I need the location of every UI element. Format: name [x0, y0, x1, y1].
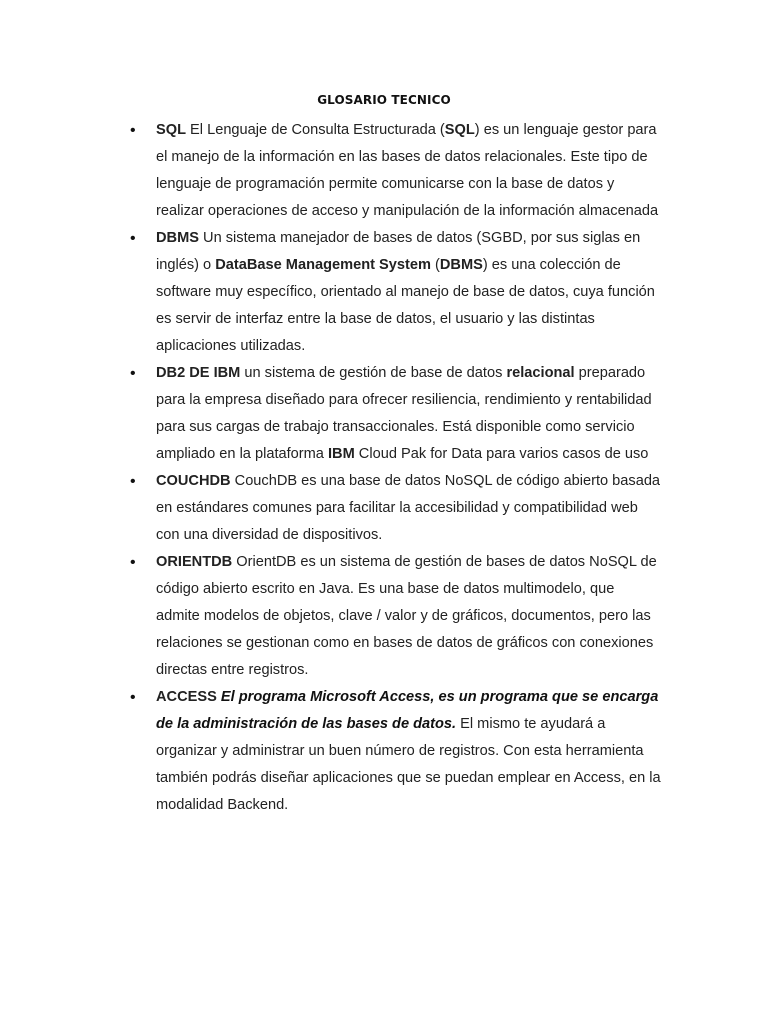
document-title: GLOSARIO TECNICO	[317, 93, 451, 107]
glossary-entry-text	[156, 468, 661, 549]
glossary-entry-couchdb	[0, 468, 661, 549]
bullet-icon: •	[130, 554, 136, 571]
glossary-entry-text	[156, 225, 661, 360]
entry-text-segment: ) es una colección de software muy específico, orientado al manejo de base de datos, cuya función es servir de interfaz entre la base de datos, el usuario y las distintas aplicaciones utilizadas.	[156, 257, 655, 354]
entry-text-segment: Un sistema manejador de bases de datos (SGBD, por sus siglas en inglés) o	[156, 230, 641, 273]
entry-term-segment: SQL	[156, 122, 186, 138]
entry-term-segment: DataBase Management System	[215, 257, 431, 273]
entry-text-segment: El mismo te ayudará a organizar y administrar un buen número de registros. Con esta herramienta también podrás diseñar aplicaciones que se puedan emplear en Access, en la modalidad Backend.	[156, 716, 661, 813]
glossary-entry-text	[156, 360, 661, 468]
entry-term-segment: SQL	[444, 122, 475, 138]
glossary-entry-text	[156, 684, 661, 819]
glossary-entry-db2	[0, 360, 661, 468]
bullet-icon: •	[130, 689, 136, 706]
glossary-entry-dbms	[0, 225, 661, 360]
bullet-icon: •	[130, 230, 136, 247]
bullet-icon: •	[130, 365, 136, 382]
glossary-list	[0, 117, 768, 819]
glossary-entry-sql	[0, 117, 661, 225]
entry-term-segment: DBMS	[156, 230, 199, 246]
glossary-entry-access	[0, 684, 661, 819]
glossary-entry-text	[156, 549, 661, 684]
entry-text-segment: ) es un lenguaje gestor para el manejo de la información en las bases de datos relacionales. Este tipo de lenguaje de programación permite comunicarse con la base de datos y realizar operaciones de acceso y manipulación de la información almacenada	[156, 122, 659, 219]
bullet-icon: •	[130, 122, 136, 139]
glossary-entry-text	[156, 117, 661, 225]
entry-term-segment: El programa Microsoft Access, es un programa que se encarga de la administración de las bases de datos.	[156, 689, 659, 732]
entry-text-segment: preparado para la empresa diseñado para ofrecer resiliencia, rendimiento y rentabilidad para sus cargas de trabajo transaccionales. Está disponible como servicio ampliado en la plataforma	[156, 365, 652, 462]
glossary-entry-orientdb	[0, 549, 661, 684]
entry-text-segment: Cloud Pak for Data para varios casos de uso	[354, 446, 649, 462]
entry-text-segment: un sistema de gestión de base de datos	[240, 365, 507, 381]
entry-term-segment: DB2 DE IBM	[156, 365, 241, 381]
entry-text-segment: OrientDB es un sistema de gestión de bases de datos NoSQL de código abierto escrito en Java. Es una base de datos multimodelo, que admite modelos de objetos, clave / valor y de gráficos, documentos, pero las relaciones se gestionan como en bases de datos de gráficos con conexiones directas entre registros.	[156, 554, 657, 678]
entry-term-segment: ACCESS	[156, 689, 217, 705]
entry-term-segment: relacional	[506, 365, 575, 381]
entry-text-segment: (	[430, 257, 440, 273]
entry-term-segment: DBMS	[439, 257, 483, 273]
entry-text-segment: CouchDB es una base de datos NoSQL de código abierto basada en estándares comunes para facilitar la accesibilidad y compatibilidad web con una diversidad de dispositivos.	[156, 473, 661, 543]
entry-term-segment: IBM	[327, 446, 355, 462]
entry-term-segment: COUCHDB	[156, 473, 231, 489]
bullet-icon: •	[130, 473, 136, 490]
entry-text-segment: El Lenguaje de Consulta Estructurada (	[186, 122, 445, 138]
entry-term-segment: ORIENTDB	[156, 554, 233, 570]
